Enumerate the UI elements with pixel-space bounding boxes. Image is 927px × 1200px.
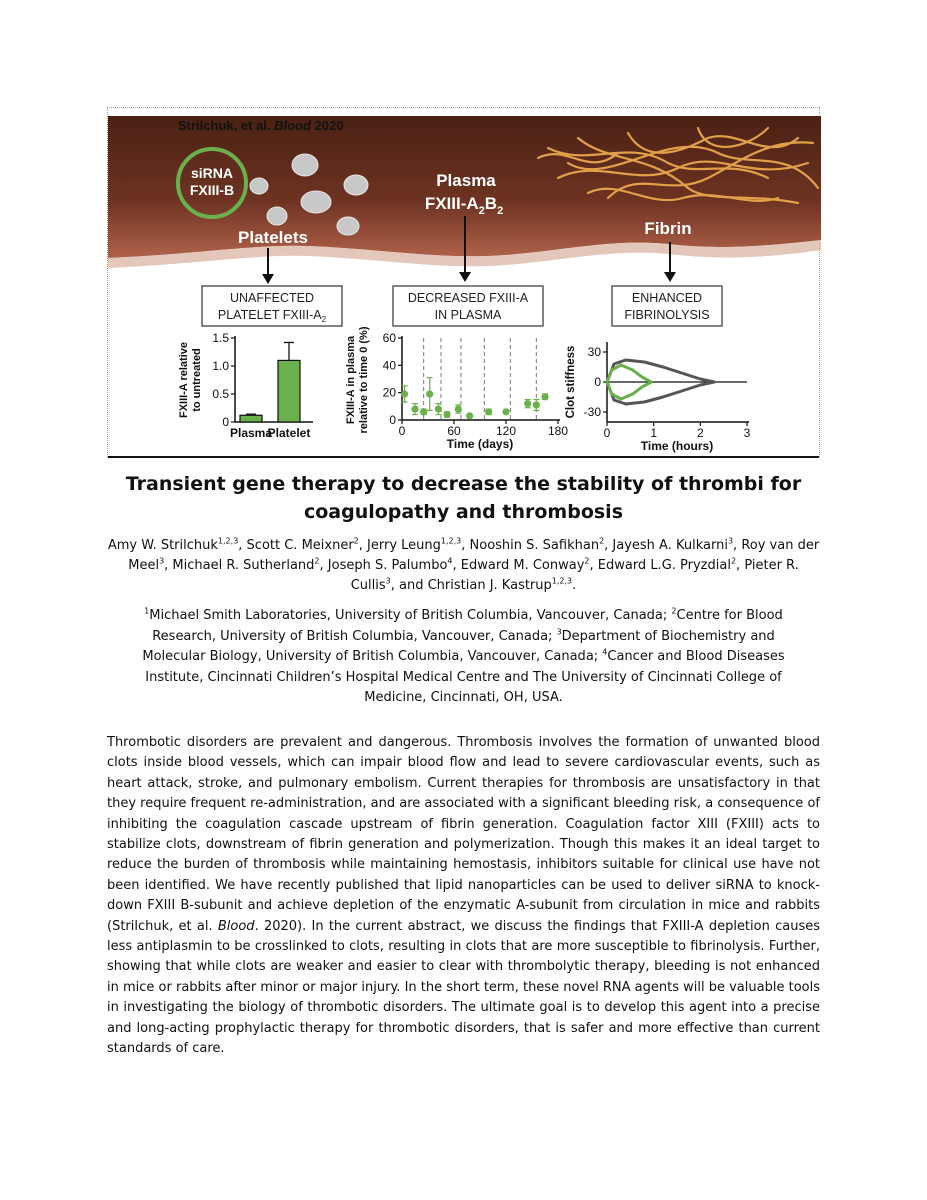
y-tick-label: -30 (583, 405, 601, 419)
fibrin-label: Fibrin (644, 219, 692, 238)
y-tick-label: 60 (382, 331, 396, 345)
author-affiliation-mark: 2 (730, 556, 737, 566)
y-tick-label: 0 (389, 413, 396, 427)
data-point (455, 405, 462, 412)
author-name: Jerry Leung (367, 538, 441, 553)
affiliation-text: Department of Biochemistry and Molecular Biology, University of British Columbia, Vancouver, Canada; (142, 628, 775, 664)
author-affiliation-mark: 3 (727, 536, 734, 546)
abstract-journal-name: Blood (217, 918, 255, 934)
author-name: Joseph S. Palumbo (327, 558, 448, 573)
box-unaffected-line1: UNAFFECTED (229, 291, 315, 305)
sirna-label-line2: FXIII-B (189, 182, 235, 198)
author-affiliation-mark: 4 (447, 556, 453, 566)
y-axis-label-line1: FXIII-A in plasma (345, 335, 357, 425)
sirna-label-line1: siRNA (190, 165, 234, 181)
abstract-text-part2: . 2020). In the current abstract, we discuss the findings that FXIII-A depletion causes less antiplasmin to be crosslinked to clots, resulting in clots that are more susceptible to fibrinolysis. Further, showing that while clots are weaker and easier to clear with thrombolytic therapy, bleeding is not enhanced in mice or rabbits after minor or major injury. In the short term, these novel RNA agents will be valuable tools in investigating the biology of thrombotic disorders. The ultimate goal is to develop this agent into a precise and long-acting prophylactic therapy for thrombotic disorders, that is safer and more effective than current standards of care. (107, 918, 820, 1057)
author-separator: . (572, 578, 577, 593)
affiliation-mark: 3 (556, 627, 562, 637)
data-point (502, 408, 509, 415)
author-affiliation-mark: 2 (353, 536, 359, 546)
data-point (426, 390, 433, 397)
box-decreased-line1: DECREASED FXIII-A (407, 291, 529, 305)
data-point (443, 411, 450, 418)
y-tick-label: 20 (382, 385, 396, 400)
author-affiliation-mark: 1,2,3 (440, 536, 462, 546)
x-tick-label: 2 (696, 426, 704, 440)
box-decreased-line2: IN PLASMA (434, 308, 502, 322)
affiliation-text: Cancer and Blood Diseases Institute, Cincinnati Children’s Hospital Medical Centre and The University of Cincinnati College of Medicine, Cincinnati, OH, USA. (145, 649, 785, 705)
x-axis-label: Time (hours) (640, 439, 714, 453)
author-separator: , (604, 538, 613, 553)
y-tick-label: 1.5 (212, 331, 229, 345)
paper-title-line2: coagulopathy and thrombosis (303, 501, 624, 523)
x-tick-label: 120 (495, 424, 517, 438)
data-point (435, 405, 442, 412)
affiliation-text: Centre for Blood Research, University of British Columbia, Vancouver, Canada; (152, 608, 783, 644)
author-affiliation-mark: 3 (159, 556, 165, 566)
data-point (401, 390, 408, 397)
platelet-shape (301, 191, 331, 213)
y-tick-label: 0.5 (212, 387, 229, 401)
author-separator: , (736, 558, 745, 573)
data-point (466, 412, 473, 419)
x-tick-label: 60 (447, 424, 461, 438)
author-separator: , (164, 558, 173, 573)
data-point (541, 393, 548, 400)
x-tick-label: 0 (603, 426, 611, 440)
platelet-shape (337, 217, 359, 235)
y-axis-label-line2: relative to time 0 (%) (358, 326, 370, 434)
chart-line-clot-stiffness (565, 342, 751, 453)
arrow-head (262, 274, 274, 284)
author-separator: , (452, 558, 461, 573)
arrow-head (459, 272, 471, 282)
author-name: Jayesh A. Kulkarni (612, 538, 728, 553)
bar (278, 360, 300, 422)
figure-bottom-rule (108, 456, 819, 458)
author-separator: , (733, 538, 742, 553)
y-axis-label: Clot stiffness (565, 345, 577, 419)
x-tick-label: 3 (743, 426, 751, 440)
author-separator: , (238, 538, 247, 553)
author-affiliation-mark: 1,2,3 (217, 536, 239, 546)
box-enhanced-line1: ENHANCED (631, 291, 703, 305)
author-affiliation-mark: 2 (599, 536, 605, 546)
author-affiliation-mark: 1,2,3 (551, 576, 573, 586)
platelet-shape (267, 207, 287, 225)
y-tick-label: 0 (594, 375, 601, 389)
x-tick-label: 1 (650, 426, 658, 440)
y-axis-label-line1: FXIII-A relative (178, 341, 190, 419)
data-point (411, 405, 418, 412)
x-axis-label: Time (days) (446, 437, 514, 451)
x-tick-label: 0 (398, 424, 406, 438)
platelets-label: Platelets (238, 228, 308, 247)
arrow-head (664, 272, 676, 282)
y-axis-label-line2: to untreated (191, 348, 203, 412)
author-separator: , and (390, 578, 428, 593)
y-tick-label: 40 (382, 358, 396, 373)
plasma-label-line1: Plasma (436, 171, 496, 190)
chart-bar-fxiii-relative (178, 331, 313, 440)
author-name: Amy W. Strilchuk (107, 538, 218, 553)
paper-title (107, 470, 820, 526)
affiliation-mark: 4 (602, 647, 608, 657)
y-tick-label: 1.0 (212, 359, 229, 373)
y-tick-label: 0 (222, 415, 229, 429)
platelet-shape (344, 175, 368, 195)
data-point (524, 400, 531, 407)
graphical-abstract-figure (107, 107, 820, 457)
author-list (107, 536, 820, 596)
platelet-shape (250, 178, 268, 194)
chart-scatter-plasma-time (345, 326, 568, 451)
plasma-label-line2: FXIII-$A_2B_2$ (424, 194, 504, 217)
author-name: Scott C. Meixner (246, 538, 354, 553)
author-affiliation-mark: 3 (385, 576, 391, 586)
data-point (420, 408, 427, 415)
author-separator: , (461, 538, 470, 553)
x-category-label: Plasma (229, 426, 273, 440)
author-name: Edward M. Conway (460, 558, 585, 573)
author-separator: , (319, 558, 328, 573)
abstract-body (107, 733, 820, 1060)
x-category-label: Platelet (267, 426, 311, 440)
data-point (485, 408, 492, 415)
author-name: Roy van der Meel (128, 538, 820, 573)
figure-citation: Strilchuk, et al. Blood 2020 (178, 118, 344, 133)
author-affiliation-mark: 2 (584, 556, 590, 566)
graphical-abstract-svg (108, 108, 821, 458)
author-name: Pieter R. Cullis (350, 558, 799, 593)
abstract-text-part1: Thrombotic disorders are prevalent and dangerous. Thrombosis involves the formation of unwanted blood clots inside blood vessels, which can impair blood flow and lead to severe cardiovascular events, such as heart attack, stroke, and pulmonary embolism. Current therapies for thrombosis are unsatisfactory in that they require frequent re-administration, and are associated with a significant bleeding risk, a consequence of inhibiting the coagulation cascade upstream of fibrin generation. Coagulation factor XIII (FXIII) acts to stabilize clots, downstream of fibrin generation and polymerization. Though this makes it an ideal target to reduce the burden of thrombosis while maintaining hemostasis, inhibitors suitable for clinical use have not been identified. We have recently published that lipid nanoparticles can be used to deliver siRNA to knock-down FXIII B-subunit and achieve depletion of the enzymatic A-subunit from circulation in mice and rabbits (Strilchuk, et al. (107, 735, 820, 934)
box-unaffected-line2: PLATELET FXIII-$A_2$ (217, 308, 327, 324)
author-name: Edward L.G. Pryzdial (597, 558, 731, 573)
affiliation-list (120, 606, 807, 709)
platelet-shape (292, 154, 318, 176)
author-name: Christian J. Kastrup (427, 578, 552, 593)
author-name: Michael R. Sutherland (172, 558, 315, 573)
affiliation-mark: 2 (671, 606, 677, 616)
data-point (533, 401, 540, 408)
affiliation-text: Michael Smith Laboratories, University of British Columbia, Vancouver, Canada; (149, 608, 672, 623)
author-name: Nooshin S. Safikhan (469, 538, 600, 553)
affiliation-mark: 1 (144, 606, 150, 616)
x-tick-label: 180 (547, 424, 569, 438)
author-separator: , (358, 538, 368, 553)
author-separator: , (589, 558, 598, 573)
author-affiliation-mark: 2 (314, 556, 320, 566)
paper-title-line1: Transient gene therapy to decrease the stability of thrombi for (125, 473, 802, 495)
bar (240, 415, 262, 422)
y-tick-label: 30 (587, 345, 601, 359)
box-enhanced-line2: FIBRINOLYSIS (624, 308, 710, 322)
